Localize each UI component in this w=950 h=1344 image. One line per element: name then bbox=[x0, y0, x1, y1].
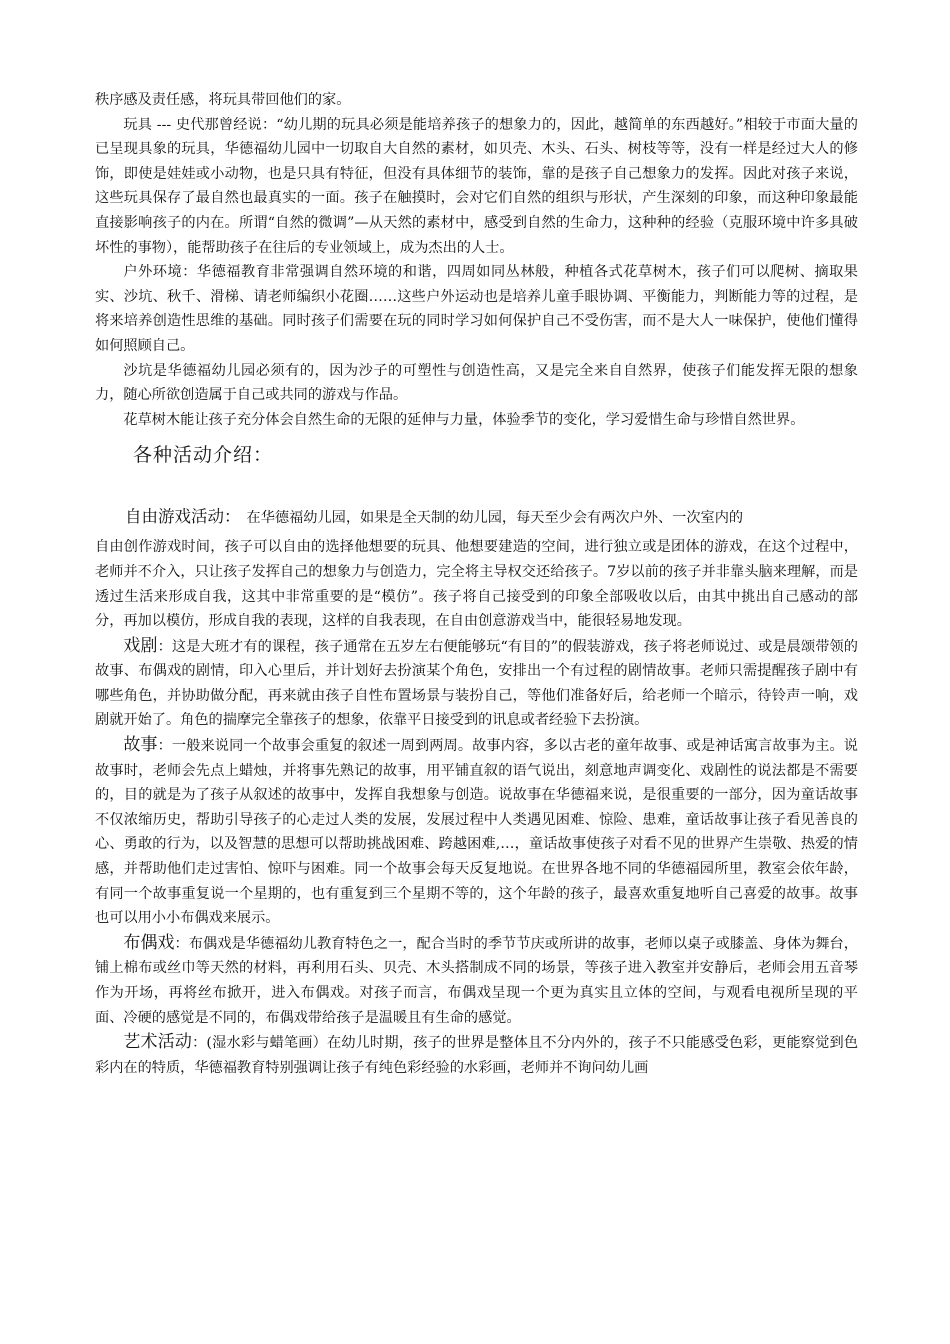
document-page bbox=[95, 88, 858, 1080]
paragraph-story bbox=[95, 733, 858, 931]
drama-lead: 戏剧 bbox=[123, 635, 158, 656]
toys-body: --- 史代那曾经说：“幼儿期的玩具必须是能培养孩子的想象力的，因此，越简单的东西越好。”相较于市面大量的已呈现具象的玩具，华德福幼儿园中一切取自大自然的素材，如贝壳、木头、石头、树枝等等，没有一样是经过大人的修饰，即使是娃娃或小动物，也是只具有特征，但没有具体细节的装饰，靠的是孩子自己想象力的发挥。因此对孩子来说，这些玩具保存了最自然也最真实的一面。孩子在触摸时，会对它们自然的组织与形状，产生深刻的印象，而这种印象最能直接影响孩子的内在。所谓“自然的微调”—从天然的素材中，感受到自然的生命力，这种种的经验（克服环境中许多具破坏性的事物），能帮助孩子在往后的专业领域上，成为杰出的人士。 bbox=[95, 116, 858, 256]
free-play-heading-line bbox=[95, 500, 858, 535]
free-play-first-line: 在华德福幼儿园，如果是全天制的幼儿园，每天至少会有两次户外、一次室内的 bbox=[246, 510, 744, 527]
drama-body: ：这是大班才有的课程，孩子通常在五岁左右便能够玩“有目的”的假装游戏，孩子将老师说过、或是晨颂带领的故事、布偶戏的剧情，印入心里后，并计划好去扮演某个角色，安排出一个有过程的剧情故事。老师只需提醒孩子剧中有哪些角色，并协助做分配，再来就由孩子自性布置场景与装扮自己，等他们准备好后，给老师一个暗示，待铃声一响，戏剧就开始了。角色的揣摩完全靠孩子的想象，依靠平日接受到的讯息或者经验下去扮演。 bbox=[95, 638, 858, 729]
paragraph-continuation: 秩序感及责任感，将玩具带回他们的家。 bbox=[95, 92, 351, 108]
story-lead: 故事 bbox=[123, 735, 158, 756]
toys-lead: 玩具 bbox=[123, 116, 153, 133]
story-body: ：一般来说同一个故事会重复的叙述一周到两周。故事内容，多以古老的童年故事、或是神话寓言故事为主。说故事时，老师会先点上蜡烛，并将事先熟记的故事，用平铺直叙的语气说出，刻意地声调变化、戏剧性的说法都是不需要的，目的就是为了孩子从叙述的故事中，发挥自我想象与创造。说故事在华德福来说，是很重要的一部分，因为童话故事不仅浓缩历史，帮助引导孩子的心走过人类的发展，发展过程中人类遇见困难、惊险、患难，童话故事让孩子看见善良的心、勇敢的行为，以及智慧的思想可以帮助挑战困难、跨越困难,…，童话故事使孩子对看不见的世界产生崇敬、热爱的情感，并帮助他们走过害怕、惊吓与困难。同一个故事会每天反复地说。在世界各地不同的华德福园所里，教室会依年龄，有同一个故事重复说一个星期的，也有重复到三个星期不等的，这个年龄的孩子，最喜欢重复地听自己喜爱的故事。故事也可以用小小布偶戏来展示。 bbox=[95, 738, 858, 927]
paragraph-plants: 花草树木能让孩子充分体会自然生命的无限的延伸与力量，体验季节的变化，学习爱惜生命与珍惜自然世界。 bbox=[123, 411, 805, 428]
paragraph-toys bbox=[95, 113, 858, 261]
paragraph-puppet bbox=[95, 931, 858, 1030]
section-title: 各种活动介绍： bbox=[133, 444, 274, 467]
art-body: ：(湿水彩与蜡笔画）在幼儿时期，孩子的世界是整体且不分内外的，孩子不只能感受色彩，更能察觉到色彩内在的特质，华德福教育特别强调让孩子有纯色彩经验的水彩画，老师并不询问幼儿画 bbox=[95, 1035, 859, 1076]
paragraph-outdoor: 户外环境：华德福教育非常强调自然环境的和谐，四周如同丛林般，种植各式花草树木，孩子们可以爬树、摘取果实、沙坑、秋千、滑梯、请老师编织小花圈……这些户外运动也是培养儿童手眼协调、平衡能力，判断能力等的过程，是将来培养创造性思维的基础。同时孩子们需要在玩的同时学习如何保护自己不受伤害，而不是大人一味保护，使他们懂得如何照顾自己。 bbox=[95, 264, 858, 354]
puppet-body: ：布偶戏是华德福幼儿教育特色之一，配合当时的季节节庆或所讲的故事，老师以桌子或膝盖、身体为舞台，铺上棉布或丝巾等天然的材料，再利用石头、贝壳、木头搭制成不同的场景，等孩子进入教室并安静后，老师会用五音琴作为开场，再将丝布掀开，进入布偶戏。对孩子而言，布偶戏呈现一个更为真实且立体的空间，与观看电视所呈现的平面、冷硬的感觉是不同的，布偶戏带给孩子是温暖且有生命的感觉。 bbox=[95, 935, 858, 1026]
paragraph-sandpit: 沙坑是华德福幼儿园必须有的，因为沙子的可塑性与创造性高，又是完全来自自然界，使孩子们能发挥无限的想象力，随心所欲创造属于自己或共同的游戏与作品。 bbox=[95, 362, 858, 404]
paragraph-art bbox=[95, 1030, 858, 1080]
paragraph-drama bbox=[95, 634, 858, 733]
art-lead: 艺术活动 bbox=[123, 1032, 193, 1053]
free-play-lead: 自由游戏活动： bbox=[125, 507, 241, 527]
paragraph-free-play: 自由创作游戏时间，孩子可以自由的选择他想要的玩具、他想要建造的空间，进行独立或是团体的游戏，在这个过程中，老师并不介入，只让孩子发挥自己的想象力与创造力，完全将主导权交还给孩子。7岁以前的孩子并非靠头脑来理解，而是透过生活来形成自我，这其中非常重要的是“模仿”。孩子将自己接受到的印象全部吸收以后，由其中挑出自己感动的部分，再加以模仿，形成自我的表现，这样的自我表现，在自由创意游戏当中，能很轻易地发现。 bbox=[95, 539, 858, 630]
puppet-lead: 布偶戏 bbox=[123, 932, 175, 953]
